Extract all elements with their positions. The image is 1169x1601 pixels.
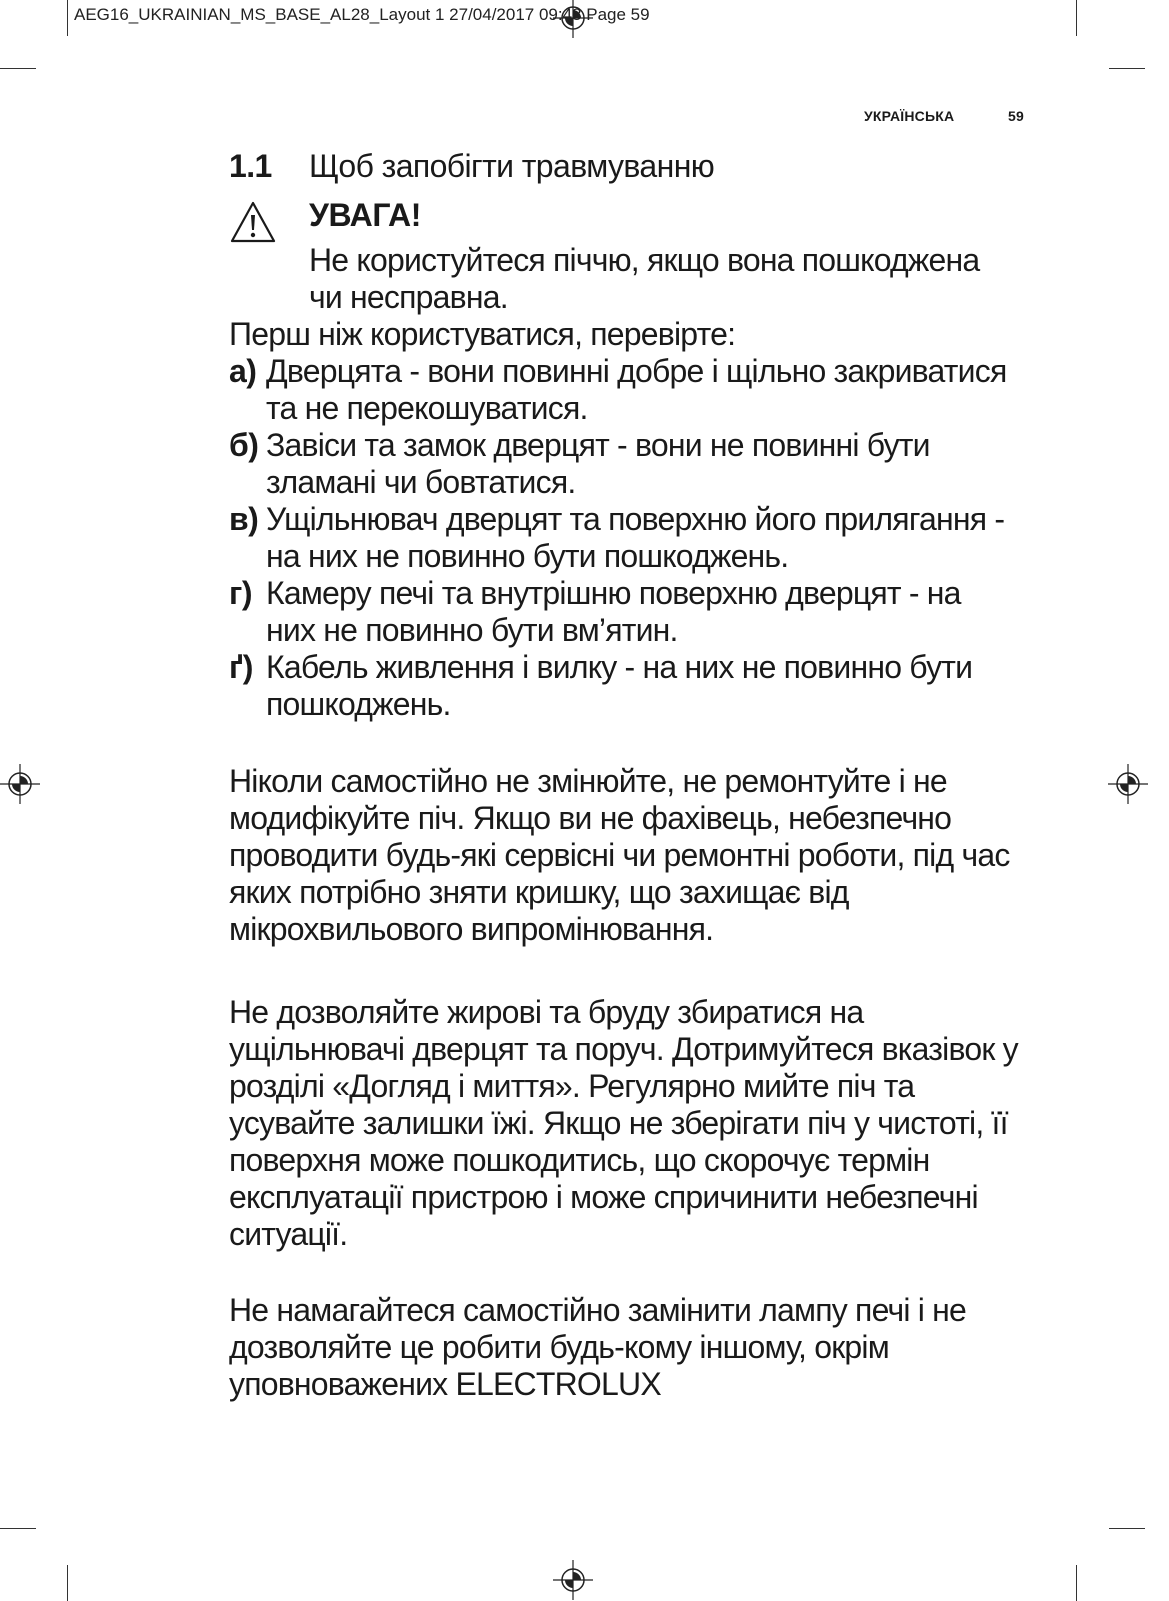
list-item: [229, 353, 1009, 427]
crop-mark: [0, 1528, 36, 1529]
list-marker: ґ): [229, 649, 253, 685]
registration-mark-icon: [1108, 764, 1148, 804]
crop-mark: [1109, 68, 1145, 69]
warning-triangle-icon: [229, 200, 277, 244]
crop-mark: [67, 0, 68, 36]
crop-mark: [67, 1565, 68, 1601]
paragraph-lamp: Не намагайтеся самостійно замінити лампу печі і не дозволяйте це робити будь-кому іншому, окрім уповноважених ELECTROLUX: [229, 1292, 967, 1402]
list-item: [229, 575, 1009, 649]
list-marker: в): [229, 501, 259, 537]
header-language: УКРАЇНСЬКА: [864, 108, 955, 124]
checklist-intro: Перш ніж користуватися, перевірте:: [229, 316, 736, 352]
registration-mark-icon: [0, 764, 40, 804]
page-number: 59: [1008, 108, 1024, 124]
crop-mark: [1076, 0, 1077, 36]
paragraph-repair-warning: Ніколи самостійно не змінюйте, не ремонтуйте і не модифікуйте піч. Якщо ви не фахівець, небезпечно проводити будь-які сервісні чи ремонтні роботи, під час яких потрібно зняти кришку, що захищає від мікрохвильового випромінювання.: [229, 763, 1010, 947]
list-item-text: Камеру печі та внутрішню поверхню дверцят - на них не повинно бути вм’ятин.: [266, 575, 961, 648]
list-marker: б): [229, 427, 259, 463]
list-marker: г): [229, 575, 252, 611]
checklist: [229, 353, 1009, 723]
section-heading: [229, 148, 714, 185]
list-item-text: Дверцята - вони повинні добре і щільно закриватися та не перекошуватися.: [266, 353, 1007, 426]
section-number: 1.1: [229, 148, 272, 184]
crop-mark: [1076, 1565, 1077, 1601]
paragraph-cleaning: Не дозволяйте жирові та бруду збиратися на ущільнювачі дверцят та поруч. Дотримуйтеся вказівок у розділі «Догляд і миття». Регулярно мийте піч та усувайте залишки їжі. Якщо не зберігати піч у чистоті, її поверхня може пошкодитись, що скорочує термін експлуатації пристрою і може спричинити небезпечні ситуації.: [229, 994, 1018, 1252]
printer-slug: AEG16_UKRAINIAN_MS_BASE_AL28_Layout 1 27/04/2017 09:48 Page 59: [74, 5, 650, 24]
crop-mark: [0, 68, 36, 69]
warning-title: УВАГА!: [309, 197, 422, 233]
list-item-text: Ущільнювач дверцят та поверхню його прилягання - на них не повинно бути пошкоджень.: [266, 501, 1005, 574]
warning-text: Не користуйтеся піччю, якщо вона пошкоджена чи несправна.: [309, 242, 980, 315]
list-item-text: Завіси та замок дверцят - вони не повинні бути зламані чи бовтатися.: [266, 427, 930, 500]
list-item: [229, 649, 1009, 723]
registration-mark-icon: [553, 1560, 593, 1600]
list-item-text: Кабель живлення і вилку - на них не повинно бути пошкоджень.: [266, 649, 973, 722]
list-item: [229, 501, 1009, 575]
list-item: [229, 427, 1009, 501]
crop-mark: [1109, 1528, 1145, 1529]
section-title: Щоб запобігти травмуванню: [309, 148, 715, 184]
list-marker: а): [229, 353, 257, 389]
